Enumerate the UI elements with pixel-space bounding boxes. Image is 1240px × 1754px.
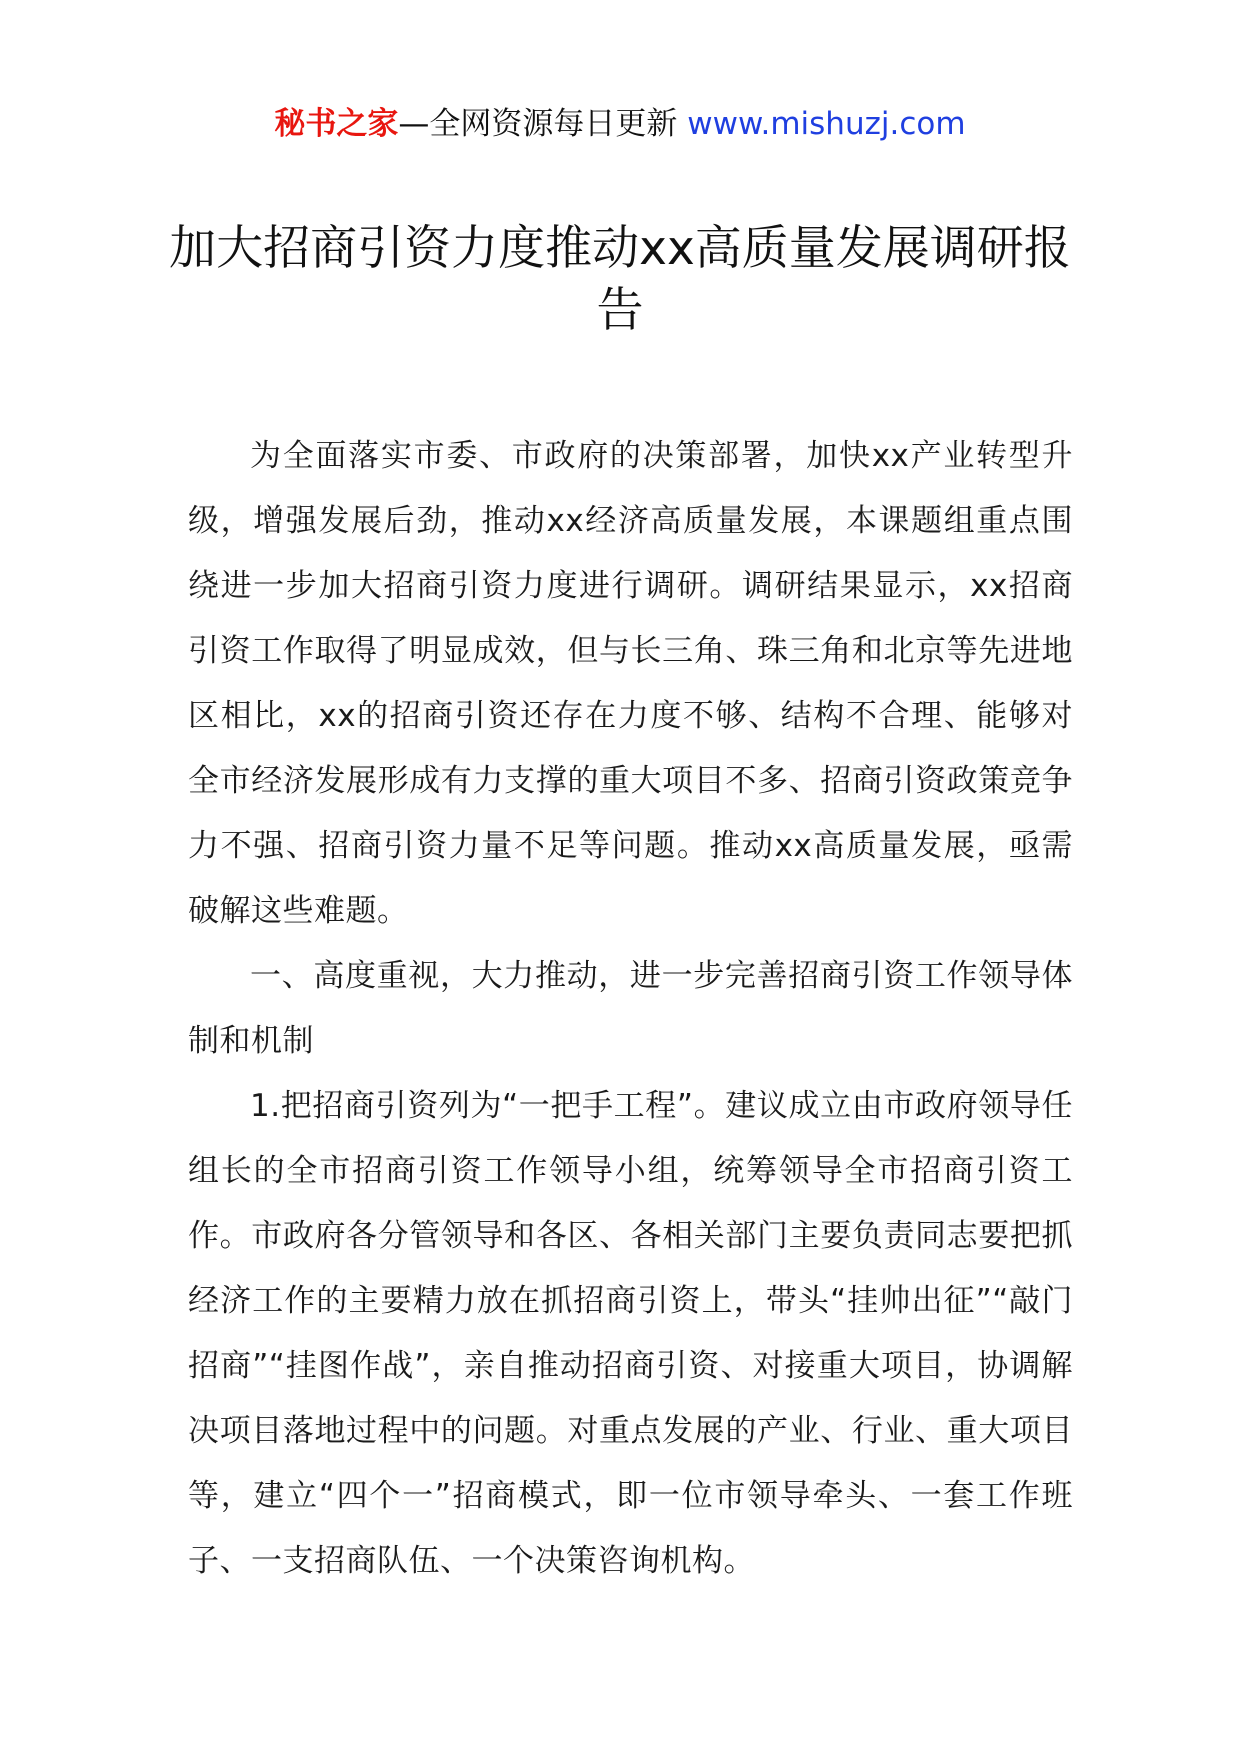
intro-paragraph: 为全面落实市委、市政府的决策部署，加快xx产业转型升级，增强发展后劲，推动xx经济高质量发展，本课题组重点围绕进一步加大招商引资力度进行调研。调研结果显示，xx招商引资工作取得了明显成效，但与长三角、珠三角和北京等先进地区相比，xx的招商引资还存在力度不够、结构不合理、能够对全市经济发展形成有力支撑的重大项目不多、招商引资政策竞争力不强、招商引资力量不足等问题。推动xx高质量发展，亟需破解这些难题。 [188,438,1073,929]
brand-name: 秘书之家 [274,106,399,142]
document-body [188,424,1073,1594]
document-title: 加大招商引资力度推动xx高质量发展调研报告 [169,221,1071,338]
watermark-header [0,100,1240,148]
brand-slogan: —全网资源每日更新 [398,106,678,142]
section-1-item-1: 1.把招商引资列为“一把手工程”。建议成立由市政府领导任组长的全市招商引资工作领导小组，统筹领导全市招商引资工作。市政府各分管领导和各区、各相关部门主要负责同志要把抓经济工作的主要精力放在抓招商引资上，带头“挂帅出征”“敲门招商”“挂图作战”，亲自推动招商引资、对接重大项目，协调解决项目落地过程中的问题。对重点发展的产业、行业、重大项目等，建立“四个一”招商模式，即一位市领导牵头、一套工作班子、一支招商队伍、一个决策咨询机构。 [188,1088,1073,1579]
site-url: www.mishuzj.com [677,106,966,142]
section-heading-1: 一、高度重视，大力推动，进一步完善招商引资工作领导体制和机制 [188,958,1073,1059]
